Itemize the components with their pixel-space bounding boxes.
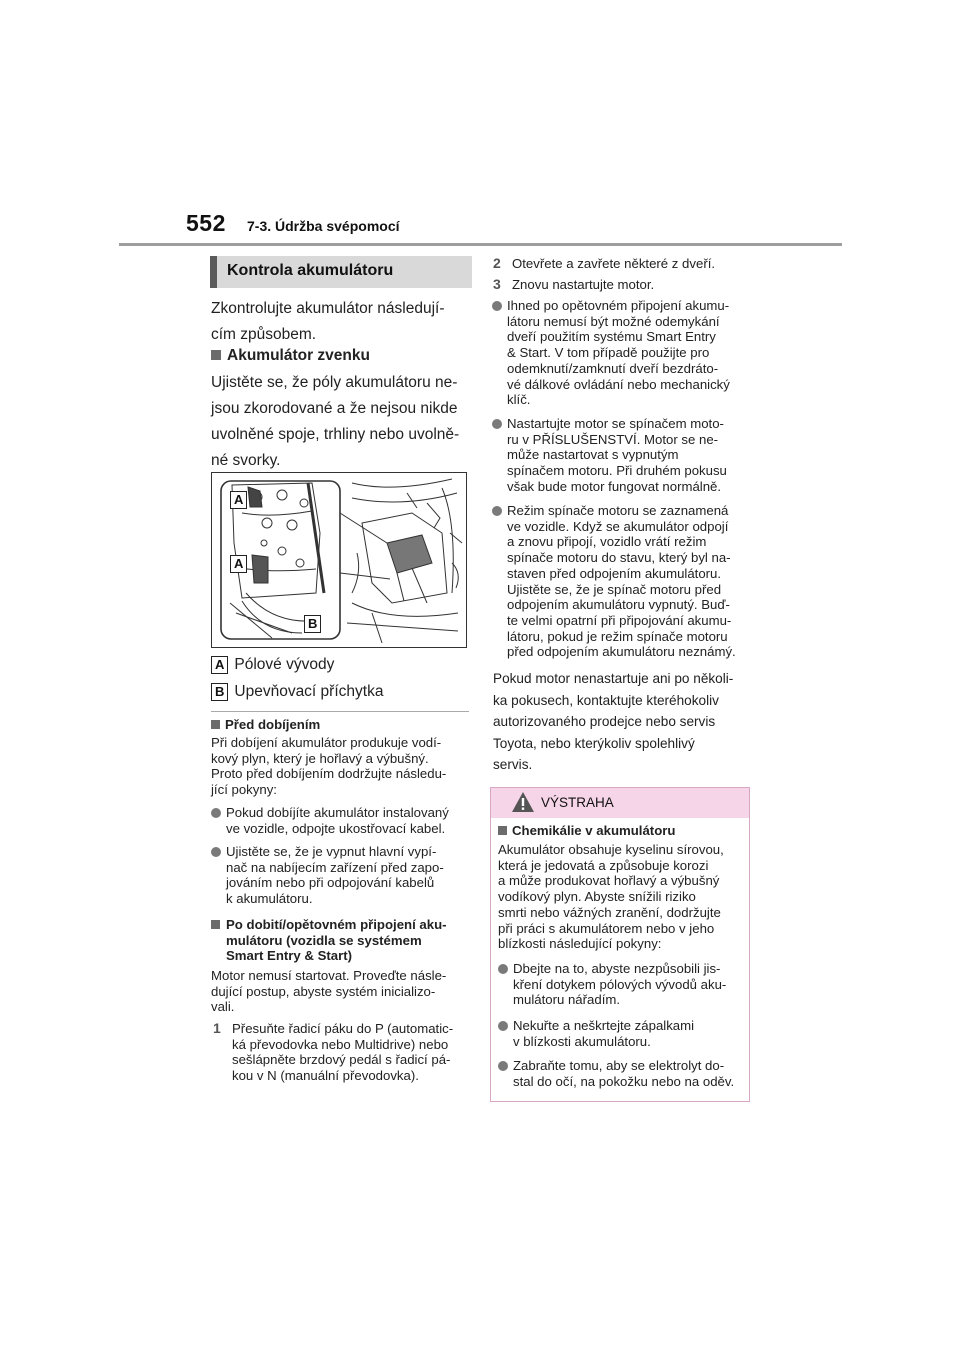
reconnect-text: Motor nemusí startovat. Proveďte násle- dující postup, abyste systém inicializo- vali. [211, 968, 447, 1015]
square-bullet-icon [498, 826, 507, 835]
charging-text: Při dobíjení akumulátor produkuje vodí- kový plyn, který je hořlavý a výbušný. Proto před dobíjením dodržujte následu- jící pokyny: [211, 735, 447, 798]
intro-text: Zkontrolujte akumulátor následují- cím způsobem. [211, 300, 445, 343]
square-bullet-icon [211, 350, 221, 360]
step-number: 2 [493, 255, 501, 271]
info-bullet-2: Nastartujte motor se spínačem moto- ru v PŘÍSLUŠENSTVÍ. Motor se ne- může nastartovat s vypnutým spínačem motoru. Při druhém pokusu však bude motor fungovat normálně. [492, 416, 754, 495]
label-a-top: A [230, 491, 247, 509]
warning-text: Akumulátor obsahuje kyselinu sírovou, která je jedovatá a způsobuje korozi a může produkovat hořlavý a výbušný vodíkový plyn. Abyste snížili riziko smrti nebo vážných zranění, dodržujte při práci s akumulátorem nebo v jeho blízkosti následující pokyny: [498, 842, 724, 952]
warning-box [490, 787, 750, 1102]
bullet-dot-icon [211, 808, 221, 818]
section-title: Kontrola akumulátoru [227, 262, 394, 279]
warning-bullet-1: Dbejte na to, abyste nezpůsobili jis- kření dotykem pólových vývodů aku- mulátoru nářadím. [498, 961, 748, 1008]
legend-item-a: A Pólové vývody [211, 656, 334, 674]
info-bullet-1: Ihned po opětovném připojení akumu- látoru nemusí být možné odemykání dveří použitím systému Smart Entry & Start. V tom případě použijte pro odemknutí/zamknutí dveří bezdráto- vé dálkové ovládání nebo mechanický klíč. [492, 298, 754, 408]
label-b: B [304, 615, 321, 633]
bullet-dot-icon [492, 506, 502, 516]
page-number: 552 [186, 210, 226, 236]
step-2: 2 Otevřete a zavřete některé z dveří. [493, 255, 716, 271]
warning-title: VÝSTRAHA [541, 795, 614, 810]
label-a-bottom: A [230, 555, 247, 573]
warning-heading: Chemikálie v akumulátoru [498, 823, 675, 839]
step-number: 3 [493, 276, 501, 292]
engine-bay-drawing [212, 473, 467, 648]
charging-bullet-1: Pokud dobíjíte akumulátor instalovaný ve vozidle, odpojte ukostřovací kabel. [211, 805, 473, 836]
square-bullet-icon [211, 720, 220, 729]
legend-item-b: B Upevňovací příchytka [211, 683, 383, 701]
warning-header [491, 788, 749, 818]
section-title-bar [210, 256, 472, 288]
bullet-dot-icon [492, 419, 502, 429]
warning-bullet-3: Zabraňte tomu, aby se elektrolyt do- stal do očí, na pokožku nebo na oděv. [498, 1058, 748, 1089]
bullet-dot-icon [498, 1021, 508, 1031]
charging-bullet-2: Ujistěte se, že je vypnut hlavní vypí- nač na nabíjecím zařízení před zapo- jováním nebo při odpojování kabelů k akumulátoru. [211, 844, 473, 907]
step-number: 1 [213, 1020, 221, 1036]
final-text: Pokud motor nenastartuje ani po několi- ka pokusech, kontaktujte kteréhokoliv autorizovaného prodejce nebo servis Toyota, nebo kterýkoliv spolehlivý servis. [493, 671, 734, 772]
step-1: 1 Přesuňte řadicí páku do P (automatic- ká převodovka nebo Multidrive) nebo sešlápněte brzdový pedál s řadicí pá- kou v N (manuální převodovka). [213, 1020, 454, 1084]
square-bullet-icon [211, 920, 220, 929]
warning-triangle-icon [511, 791, 535, 813]
warning-bullet-2: Nekuřte a neškrtejte zápalkami v blízkosti akumulátoru. [498, 1018, 748, 1049]
charging-heading: Před dobíjením [211, 717, 320, 733]
outside-heading: Akumulátor zvenku [211, 343, 370, 369]
section-header: 7-3. Údržba svépomocí [247, 218, 400, 234]
bullet-dot-icon [211, 847, 221, 857]
battery-illustration [211, 472, 467, 648]
section-divider [211, 711, 469, 712]
reconnect-heading: Po dobití/opětovném připojení aku- mulátoru (vozidla se systémem Smart Entry & Start) [211, 917, 473, 964]
outside-text: Ujistěte se, že póly akumulátoru ne- jsou zkorodované a že nejsou nikde uvolněné spoje, trhliny nebo uvolně- né svorky. [211, 374, 460, 469]
info-bullet-3: Režim spínače motoru se zaznamená ve vozidle. Když se akumulátor odpojí a znovu připojí, vozidlo vrátí režim spínače motoru do stavu, který byl na- staven před odpojením akumulátoru. Ujistěte se, že je spínač motoru před odpojením akumulátoru vypnutý. Buď- te velmi opatrní při připojování akumu- látoru, pokud je režim spínače motoru před odpojením akumulátoru neznámý. [492, 503, 754, 660]
bullet-dot-icon [498, 1061, 508, 1071]
bullet-dot-icon [492, 301, 502, 311]
step-3: 3 Znovu nastartujte motor. [493, 276, 655, 292]
header-divider [119, 243, 842, 246]
bullet-dot-icon [498, 964, 508, 974]
